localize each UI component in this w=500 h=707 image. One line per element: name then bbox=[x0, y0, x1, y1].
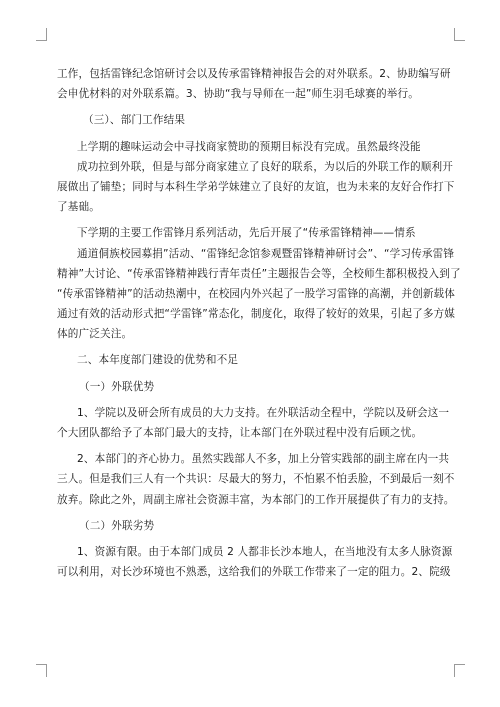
crop-mark-bottom-right bbox=[454, 664, 465, 677]
text-line: 通过有效的活动形式把“学雷锋”常态化，制度化，取得了较好的效果，引起了多方媒 bbox=[57, 308, 456, 321]
text-line: 会申优材料的对外联系篇。3、协助“我与导师在一起”师生羽毛球赛的举行。 bbox=[57, 88, 419, 101]
crop-mark-top-right bbox=[454, 28, 465, 41]
subsection-heading: （一）外联优势 bbox=[79, 380, 155, 393]
text-line: 体的广泛关注。 bbox=[57, 328, 133, 341]
heading-advantages bbox=[57, 377, 443, 397]
text-line: 上学期的趣味运动会中寻找商家赞助的预期目标没有完成。虽然最终没能 bbox=[77, 140, 421, 153]
section-heading: 二、本年度部门建设的优势和不足 bbox=[77, 354, 239, 367]
text-line: 精神”大讨论、“传承雷锋精神践行青年责任”主题报告会等，全校师生都积极投入到了 bbox=[57, 267, 461, 280]
paragraph-first-semester bbox=[57, 137, 455, 218]
heading-section-two bbox=[57, 350, 443, 370]
text-line: 2、本部门的齐心协力。虽然实践部人不多，加上分管实践部的副主席在内一共 bbox=[77, 453, 450, 466]
paragraph-intro-continued bbox=[57, 64, 451, 104]
crop-mark-top-left bbox=[36, 28, 47, 41]
text-line: 展做出了铺垫；同时与本科生学弟学妹建立了良好的友谊，也为未来的友好合作打下 bbox=[57, 180, 455, 193]
text-line: 1、学院以及研会所有成员的大力支持。在外联活动全程中，学院以及研会这一 bbox=[77, 406, 450, 419]
text-line: 下学期的主要工作雷锋月系列活动，先后开展了“传承雷锋精神——情系 bbox=[77, 227, 416, 240]
crop-mark-bottom-left bbox=[36, 664, 47, 677]
subsection-heading: （二）外联劣势 bbox=[79, 519, 155, 532]
paragraph-advantage-1 bbox=[57, 403, 450, 443]
paragraph-advantage-2 bbox=[57, 449, 455, 510]
text-line: 个大团队都给予了本部门最大的支持，让本部门在外联过程中没有后顾之忧。 bbox=[57, 427, 423, 439]
text-line: 通道侗族校园募捐”活动、“雷锋纪念馆参观暨雷锋精神研讨会”、“学习传承雷锋 bbox=[77, 247, 455, 260]
paragraph-second-semester bbox=[57, 223, 461, 344]
text-line: 了基础。 bbox=[57, 201, 100, 214]
text-line: 三人。但是我们三人有一个共识：尽最大的努力，不怕累不怕丢脸，不到最后一刻不 bbox=[57, 473, 455, 486]
text-line: 放弃。除此之外，周副主席社会资源丰富，为本部门的工作开展提供了有力的支持。 bbox=[57, 493, 455, 506]
text-line: 可以利用，对长沙环境也不熟悉，这给我们的外联工作带来了一定的阻力。2、院级 bbox=[57, 566, 451, 579]
text-line: 工作，包括雷锋纪念馆研讨会以及传承雷锋精神报告会的对外联系。2、协助编写研 bbox=[57, 68, 451, 80]
text-line: 成功拉到外联，但是与部分商家建立了良好的联系，为以后的外联工作的顺利开 bbox=[77, 160, 454, 173]
document-body bbox=[57, 64, 461, 582]
text-line: 1、资源有限。由于本部门成员 2 人都非长沙本地人，在当地没有太多人脉资源 bbox=[77, 545, 453, 558]
heading-department-results bbox=[57, 110, 443, 130]
paragraph-disadvantage-1 bbox=[57, 542, 453, 582]
text-line: “传承雷锋精神”的活动热潮中，在校园内外兴起了一股学习雷锋的高潮，并创新载体 bbox=[57, 287, 456, 300]
section-heading: （三）、部门工作结果 bbox=[83, 114, 186, 127]
heading-disadvantages bbox=[57, 516, 443, 536]
